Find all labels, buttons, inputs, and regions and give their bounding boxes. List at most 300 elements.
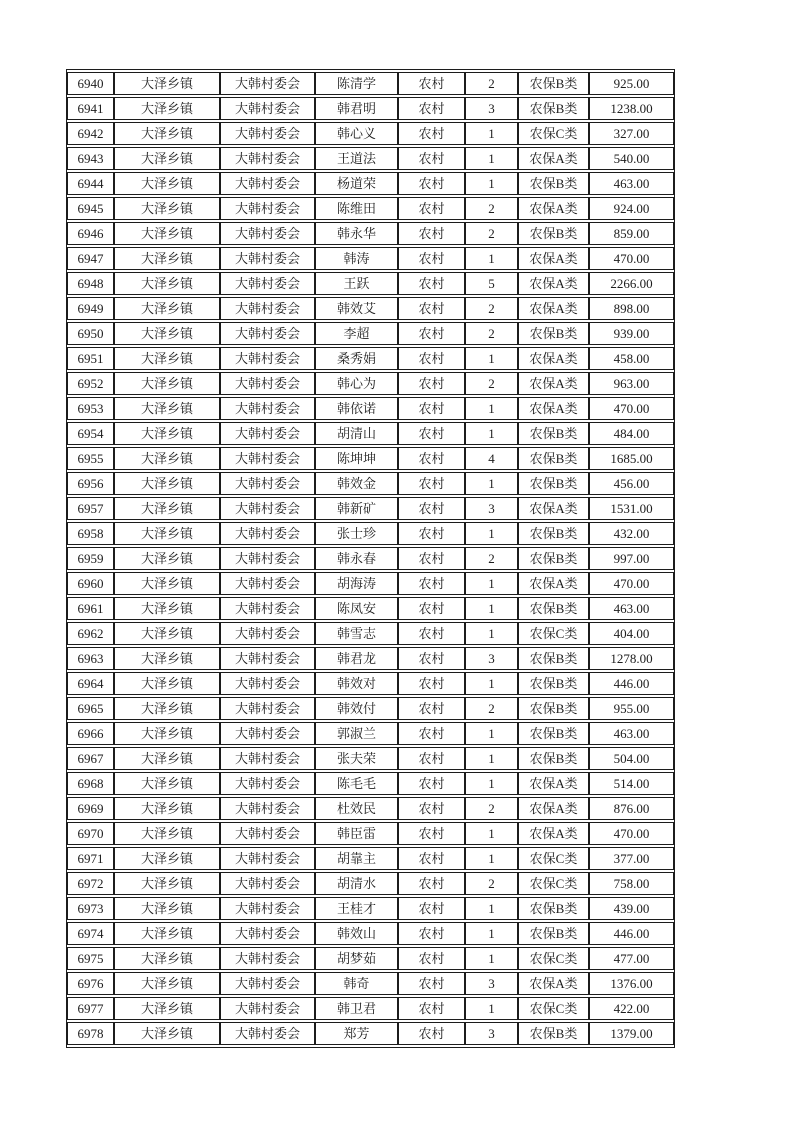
cell-village: 大韩村委会 [220, 97, 315, 120]
table-row [67, 122, 674, 145]
cell-amount: 439.00 [589, 897, 674, 920]
table-row [67, 197, 674, 220]
cell-amount: 463.00 [589, 722, 674, 745]
cell-record-id: 6944 [67, 172, 114, 195]
cell-town: 大泽乡镇 [114, 547, 220, 570]
cell-person-name: 陈坤坤 [315, 447, 398, 470]
cell-town: 大泽乡镇 [114, 622, 220, 645]
cell-person-count: 2 [465, 197, 518, 220]
cell-village: 大韩村委会 [220, 947, 315, 970]
cell-person-name: 韩心为 [315, 372, 398, 395]
cell-town: 大泽乡镇 [114, 722, 220, 745]
cell-residence-type: 农村 [398, 922, 465, 945]
cell-village: 大韩村委会 [220, 972, 315, 995]
cell-amount: 1685.00 [589, 447, 674, 470]
cell-village: 大韩村委会 [220, 722, 315, 745]
table-row [67, 847, 674, 870]
cell-record-id: 6962 [67, 622, 114, 645]
cell-record-id: 6948 [67, 272, 114, 295]
cell-record-id: 6963 [67, 647, 114, 670]
cell-person-name: 韩心义 [315, 122, 398, 145]
table-row [67, 897, 674, 920]
cell-residence-type: 农村 [398, 897, 465, 920]
cell-person-name: 韩涛 [315, 247, 398, 270]
cell-amount: 939.00 [589, 322, 674, 345]
table-row [67, 722, 674, 745]
cell-person-name: 杜效民 [315, 797, 398, 820]
cell-town: 大泽乡镇 [114, 72, 220, 95]
table-row [67, 872, 674, 895]
cell-village: 大韩村委会 [220, 247, 315, 270]
cell-town: 大泽乡镇 [114, 697, 220, 720]
cell-residence-type: 农村 [398, 872, 465, 895]
cell-record-id: 6972 [67, 872, 114, 895]
cell-town: 大泽乡镇 [114, 972, 220, 995]
cell-town: 大泽乡镇 [114, 597, 220, 620]
cell-insurance-type: 农保A类 [518, 197, 589, 220]
cell-town: 大泽乡镇 [114, 97, 220, 120]
cell-person-name: 王道法 [315, 147, 398, 170]
cell-residence-type: 农村 [398, 272, 465, 295]
table-row [67, 647, 674, 670]
cell-person-name: 韩奇 [315, 972, 398, 995]
cell-town: 大泽乡镇 [114, 522, 220, 545]
cell-amount: 432.00 [589, 522, 674, 545]
table-row [67, 397, 674, 420]
cell-person-count: 1 [465, 897, 518, 920]
cell-town: 大泽乡镇 [114, 572, 220, 595]
cell-town: 大泽乡镇 [114, 497, 220, 520]
cell-amount: 504.00 [589, 747, 674, 770]
cell-record-id: 6978 [67, 1022, 114, 1045]
cell-person-name: 张士珍 [315, 522, 398, 545]
cell-village: 大韩村委会 [220, 847, 315, 870]
cell-village: 大韩村委会 [220, 797, 315, 820]
cell-village: 大韩村委会 [220, 122, 315, 145]
table-row [67, 697, 674, 720]
cell-record-id: 6969 [67, 797, 114, 820]
cell-insurance-type: 农保B类 [518, 322, 589, 345]
cell-person-count: 1 [465, 947, 518, 970]
cell-town: 大泽乡镇 [114, 347, 220, 370]
cell-town: 大泽乡镇 [114, 1022, 220, 1045]
cell-amount: 859.00 [589, 222, 674, 245]
cell-person-count: 2 [465, 222, 518, 245]
cell-person-name: 胡海涛 [315, 572, 398, 595]
cell-village: 大韩村委会 [220, 222, 315, 245]
cell-person-count: 3 [465, 97, 518, 120]
cell-town: 大泽乡镇 [114, 797, 220, 820]
cell-amount: 876.00 [589, 797, 674, 820]
cell-person-name: 胡梦茹 [315, 947, 398, 970]
cell-insurance-type: 农保C类 [518, 122, 589, 145]
cell-person-name: 韩君龙 [315, 647, 398, 670]
cell-amount: 456.00 [589, 472, 674, 495]
cell-person-name: 韩效付 [315, 697, 398, 720]
table-row [67, 1022, 674, 1045]
cell-person-count: 2 [465, 547, 518, 570]
cell-town: 大泽乡镇 [114, 147, 220, 170]
cell-village: 大韩村委会 [220, 697, 315, 720]
cell-record-id: 6946 [67, 222, 114, 245]
cell-record-id: 6974 [67, 922, 114, 945]
cell-amount: 1531.00 [589, 497, 674, 520]
cell-town: 大泽乡镇 [114, 272, 220, 295]
cell-insurance-type: 农保A类 [518, 372, 589, 395]
cell-village: 大韩村委会 [220, 647, 315, 670]
cell-village: 大韩村委会 [220, 897, 315, 920]
cell-insurance-type: 农保B类 [518, 97, 589, 120]
cell-town: 大泽乡镇 [114, 647, 220, 670]
cell-person-count: 3 [465, 1022, 518, 1045]
cell-residence-type: 农村 [398, 572, 465, 595]
cell-insurance-type: 农保B类 [518, 422, 589, 445]
table-row [67, 447, 674, 470]
cell-record-id: 6957 [67, 497, 114, 520]
table-row [67, 247, 674, 270]
cell-record-id: 6966 [67, 722, 114, 745]
cell-residence-type: 农村 [398, 547, 465, 570]
cell-person-count: 2 [465, 797, 518, 820]
cell-person-count: 1 [465, 472, 518, 495]
cell-record-id: 6961 [67, 597, 114, 620]
cell-amount: 377.00 [589, 847, 674, 870]
cell-amount: 514.00 [589, 772, 674, 795]
cell-person-name: 韩卫君 [315, 997, 398, 1020]
cell-village: 大韩村委会 [220, 347, 315, 370]
cell-person-count: 1 [465, 672, 518, 695]
cell-insurance-type: 农保B类 [518, 672, 589, 695]
cell-residence-type: 农村 [398, 522, 465, 545]
cell-person-count: 1 [465, 147, 518, 170]
cell-person-count: 2 [465, 372, 518, 395]
cell-person-count: 4 [465, 447, 518, 470]
cell-residence-type: 农村 [398, 972, 465, 995]
cell-amount: 2266.00 [589, 272, 674, 295]
cell-residence-type: 农村 [398, 147, 465, 170]
cell-person-name: 陈维田 [315, 197, 398, 220]
cell-record-id: 6950 [67, 322, 114, 345]
cell-amount: 470.00 [589, 822, 674, 845]
table-body [67, 72, 674, 1045]
cell-insurance-type: 农保A类 [518, 247, 589, 270]
cell-village: 大韩村委会 [220, 1022, 315, 1045]
cell-person-count: 1 [465, 922, 518, 945]
cell-amount: 484.00 [589, 422, 674, 445]
cell-insurance-type: 农保C类 [518, 947, 589, 970]
cell-village: 大韩村委会 [220, 372, 315, 395]
cell-person-count: 2 [465, 872, 518, 895]
cell-insurance-type: 农保A类 [518, 347, 589, 370]
cell-amount: 925.00 [589, 72, 674, 95]
cell-amount: 404.00 [589, 622, 674, 645]
table-row [67, 347, 674, 370]
cell-residence-type: 农村 [398, 672, 465, 695]
cell-village: 大韩村委会 [220, 622, 315, 645]
cell-residence-type: 农村 [398, 697, 465, 720]
cell-person-count: 1 [465, 522, 518, 545]
cell-residence-type: 农村 [398, 847, 465, 870]
cell-amount: 924.00 [589, 197, 674, 220]
table-row [67, 172, 674, 195]
cell-person-name: 韩永春 [315, 547, 398, 570]
table-row [67, 772, 674, 795]
cell-person-name: 桑秀娟 [315, 347, 398, 370]
table-row [67, 372, 674, 395]
cell-insurance-type: 农保B类 [518, 747, 589, 770]
cell-person-name: 胡清山 [315, 422, 398, 445]
cell-insurance-type: 农保A类 [518, 272, 589, 295]
cell-town: 大泽乡镇 [114, 747, 220, 770]
cell-town: 大泽乡镇 [114, 122, 220, 145]
cell-person-count: 1 [465, 172, 518, 195]
table-row [67, 322, 674, 345]
table-row [67, 72, 674, 95]
cell-record-id: 6956 [67, 472, 114, 495]
cell-residence-type: 农村 [398, 397, 465, 420]
table-row [67, 422, 674, 445]
cell-record-id: 6955 [67, 447, 114, 470]
cell-amount: 1379.00 [589, 1022, 674, 1045]
cell-town: 大泽乡镇 [114, 197, 220, 220]
cell-village: 大韩村委会 [220, 197, 315, 220]
cell-residence-type: 农村 [398, 747, 465, 770]
cell-amount: 997.00 [589, 547, 674, 570]
cell-person-count: 1 [465, 572, 518, 595]
cell-town: 大泽乡镇 [114, 222, 220, 245]
cell-residence-type: 农村 [398, 197, 465, 220]
cell-residence-type: 农村 [398, 372, 465, 395]
cell-insurance-type: 农保B类 [518, 1022, 589, 1045]
cell-town: 大泽乡镇 [114, 472, 220, 495]
cell-insurance-type: 农保A类 [518, 147, 589, 170]
cell-insurance-type: 农保B类 [518, 472, 589, 495]
cell-residence-type: 农村 [398, 97, 465, 120]
cell-record-id: 6971 [67, 847, 114, 870]
table-row [67, 747, 674, 770]
cell-insurance-type: 农保B类 [518, 172, 589, 195]
cell-person-count: 5 [465, 272, 518, 295]
cell-record-id: 6964 [67, 672, 114, 695]
cell-insurance-type: 农保A类 [518, 397, 589, 420]
cell-amount: 963.00 [589, 372, 674, 395]
cell-person-count: 2 [465, 72, 518, 95]
cell-amount: 327.00 [589, 122, 674, 145]
cell-village: 大韩村委会 [220, 422, 315, 445]
table-row [67, 147, 674, 170]
cell-record-id: 6959 [67, 547, 114, 570]
cell-village: 大韩村委会 [220, 672, 315, 695]
cell-person-name: 韩效艾 [315, 297, 398, 320]
cell-person-count: 1 [465, 822, 518, 845]
cell-person-name: 陈毛毛 [315, 772, 398, 795]
cell-village: 大韩村委会 [220, 272, 315, 295]
cell-town: 大泽乡镇 [114, 847, 220, 870]
table-row [67, 572, 674, 595]
cell-insurance-type: 农保B类 [518, 697, 589, 720]
cell-residence-type: 农村 [398, 597, 465, 620]
cell-person-name: 胡清水 [315, 872, 398, 895]
cell-amount: 446.00 [589, 672, 674, 695]
cell-insurance-type: 农保B类 [518, 447, 589, 470]
cell-village: 大韩村委会 [220, 547, 315, 570]
cell-insurance-type: 农保A类 [518, 572, 589, 595]
cell-residence-type: 农村 [398, 722, 465, 745]
cell-record-id: 6967 [67, 747, 114, 770]
cell-record-id: 6942 [67, 122, 114, 145]
cell-record-id: 6973 [67, 897, 114, 920]
cell-person-count: 1 [465, 422, 518, 445]
cell-village: 大韩村委会 [220, 297, 315, 320]
table-row [67, 797, 674, 820]
cell-town: 大泽乡镇 [114, 672, 220, 695]
table-row [67, 97, 674, 120]
cell-town: 大泽乡镇 [114, 172, 220, 195]
cell-person-count: 2 [465, 297, 518, 320]
cell-insurance-type: 农保B类 [518, 647, 589, 670]
cell-record-id: 6968 [67, 772, 114, 795]
cell-record-id: 6940 [67, 72, 114, 95]
table-row [67, 672, 674, 695]
cell-village: 大韩村委会 [220, 922, 315, 945]
cell-village: 大韩村委会 [220, 772, 315, 795]
cell-residence-type: 农村 [398, 472, 465, 495]
cell-person-name: 韩永华 [315, 222, 398, 245]
cell-village: 大韩村委会 [220, 572, 315, 595]
cell-residence-type: 农村 [398, 72, 465, 95]
cell-person-name: 陈凤安 [315, 597, 398, 620]
cell-village: 大韩村委会 [220, 747, 315, 770]
cell-village: 大韩村委会 [220, 997, 315, 1020]
cell-person-count: 1 [465, 397, 518, 420]
table-row [67, 272, 674, 295]
cell-amount: 1278.00 [589, 647, 674, 670]
cell-person-name: 郑芳 [315, 1022, 398, 1045]
cell-village: 大韩村委会 [220, 822, 315, 845]
cell-town: 大泽乡镇 [114, 247, 220, 270]
cell-residence-type: 农村 [398, 297, 465, 320]
cell-person-name: 韩新矿 [315, 497, 398, 520]
cell-amount: 463.00 [589, 597, 674, 620]
cell-person-count: 1 [465, 122, 518, 145]
cell-residence-type: 农村 [398, 1022, 465, 1045]
cell-insurance-type: 农保A类 [518, 297, 589, 320]
cell-amount: 470.00 [589, 247, 674, 270]
cell-insurance-type: 农保B类 [518, 547, 589, 570]
cell-town: 大泽乡镇 [114, 397, 220, 420]
cell-town: 大泽乡镇 [114, 897, 220, 920]
cell-insurance-type: 农保B类 [518, 922, 589, 945]
cell-village: 大韩村委会 [220, 472, 315, 495]
cell-person-count: 1 [465, 722, 518, 745]
cell-amount: 458.00 [589, 347, 674, 370]
cell-person-name: 李超 [315, 322, 398, 345]
cell-amount: 470.00 [589, 572, 674, 595]
cell-residence-type: 农村 [398, 622, 465, 645]
cell-person-name: 韩雪志 [315, 622, 398, 645]
cell-person-name: 郭淑兰 [315, 722, 398, 745]
cell-insurance-type: 农保C类 [518, 997, 589, 1020]
table-row [67, 622, 674, 645]
cell-insurance-type: 农保A类 [518, 497, 589, 520]
table-row [67, 522, 674, 545]
cell-village: 大韩村委会 [220, 872, 315, 895]
cell-insurance-type: 农保A类 [518, 972, 589, 995]
cell-record-id: 6960 [67, 572, 114, 595]
cell-village: 大韩村委会 [220, 497, 315, 520]
cell-person-name: 王跃 [315, 272, 398, 295]
cell-insurance-type: 农保B类 [518, 222, 589, 245]
cell-residence-type: 农村 [398, 822, 465, 845]
cell-insurance-type: 农保B类 [518, 597, 589, 620]
cell-village: 大韩村委会 [220, 322, 315, 345]
cell-residence-type: 农村 [398, 322, 465, 345]
table-row [67, 222, 674, 245]
cell-residence-type: 农村 [398, 797, 465, 820]
cell-record-id: 6976 [67, 972, 114, 995]
cell-residence-type: 农村 [398, 947, 465, 970]
cell-record-id: 6951 [67, 347, 114, 370]
cell-person-count: 3 [465, 972, 518, 995]
cell-record-id: 6949 [67, 297, 114, 320]
cell-residence-type: 农村 [398, 447, 465, 470]
cell-person-count: 1 [465, 747, 518, 770]
cell-insurance-type: 农保A类 [518, 822, 589, 845]
cell-record-id: 6958 [67, 522, 114, 545]
cell-person-name: 张夫荣 [315, 747, 398, 770]
cell-person-count: 1 [465, 997, 518, 1020]
cell-person-count: 3 [465, 497, 518, 520]
cell-person-count: 2 [465, 697, 518, 720]
table-row [67, 922, 674, 945]
cell-person-name: 杨道荣 [315, 172, 398, 195]
cell-person-count: 1 [465, 597, 518, 620]
table-row [67, 472, 674, 495]
cell-residence-type: 农村 [398, 497, 465, 520]
cell-insurance-type: 农保C类 [518, 622, 589, 645]
cell-village: 大韩村委会 [220, 172, 315, 195]
cell-person-count: 1 [465, 622, 518, 645]
cell-record-id: 6941 [67, 97, 114, 120]
cell-village: 大韩村委会 [220, 397, 315, 420]
cell-person-count: 1 [465, 847, 518, 870]
table-row [67, 497, 674, 520]
cell-town: 大泽乡镇 [114, 422, 220, 445]
cell-residence-type: 农村 [398, 772, 465, 795]
table-row [67, 997, 674, 1020]
cell-insurance-type: 农保C类 [518, 847, 589, 870]
cell-amount: 422.00 [589, 997, 674, 1020]
cell-person-count: 2 [465, 322, 518, 345]
cell-record-id: 6977 [67, 997, 114, 1020]
cell-record-id: 6970 [67, 822, 114, 845]
cell-amount: 1238.00 [589, 97, 674, 120]
cell-record-id: 6965 [67, 697, 114, 720]
cell-record-id: 6954 [67, 422, 114, 445]
cell-residence-type: 农村 [398, 347, 465, 370]
cell-insurance-type: 农保B类 [518, 72, 589, 95]
cell-residence-type: 农村 [398, 247, 465, 270]
cell-amount: 540.00 [589, 147, 674, 170]
cell-person-count: 3 [465, 647, 518, 670]
cell-insurance-type: 农保A类 [518, 797, 589, 820]
table-row [67, 947, 674, 970]
cell-person-name: 韩效山 [315, 922, 398, 945]
cell-record-id: 6947 [67, 247, 114, 270]
cell-amount: 446.00 [589, 922, 674, 945]
cell-amount: 955.00 [589, 697, 674, 720]
cell-town: 大泽乡镇 [114, 772, 220, 795]
